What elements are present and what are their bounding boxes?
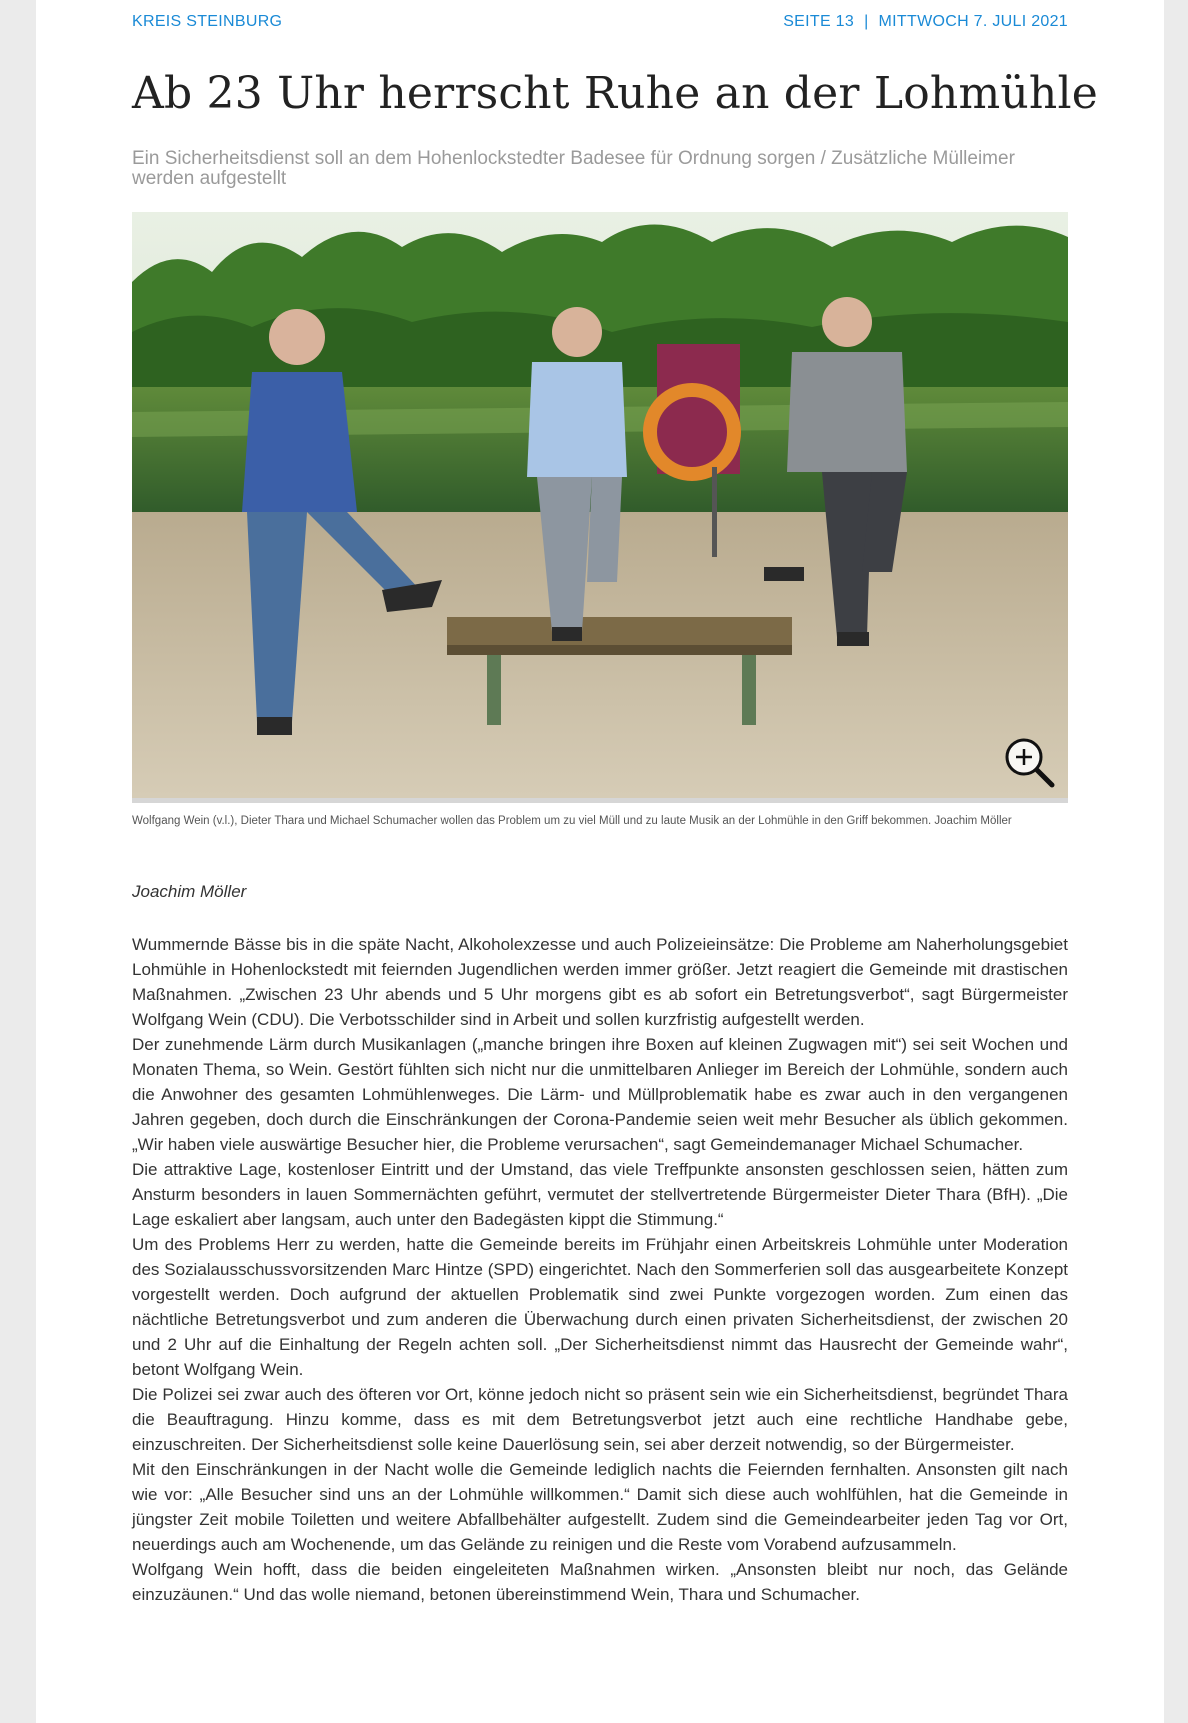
section-label: KREIS STEINBURG	[132, 13, 283, 30]
paragraph: Der zunehmende Lärm durch Musikanlagen („manche bringen ihre Boxen auf kleinen Zugwagen mit“) sei seit Wochen und Monaten Thema, so Wein. Gestört fühlten sich nicht nur die unmittelbaren Anlieger im Bereich der Lohmühle, sondern auch die Anwohner des gesamten Lohmühlenweges. Die Lärm- und Müllproblematik habe es zwar auch in den vergangenen Jahren gegeben, doch durch die Einschränkungen der Corona-Pandemie seien weit mehr Besucher als üblich gekommen. „Wir haben viele auswärtige Besucher hier, die Probleme verursachen“, sagt Gemeindemanager Michael Schumacher.	[132, 1035, 1068, 1154]
paragraph: Die Polizei sei zwar auch des öfteren vor Ort, könne jedoch nicht so präsent sein wie ein Sicherheitsdienst, begründet Thara die Beauftragung. Hinzu komme, dass es mit dem Betretungsverbot jetzt auch eine rechtliche Handhabe gebe, einzuschreiten. Der Sicherheitsdienst solle keine Dauerlösung sein, sei aber derzeit notwendig, so der Bürgermeister.	[132, 1385, 1068, 1454]
paragraph: Wummernde Bässe bis in die späte Nacht, Alkoholexzesse und auch Polizeieinsätze: Die Probleme am Naherholungsgebiet Lohmühle in Hohenlockstedt mit feiernden Jugendlichen werden immer größer. Jetzt reagiert die Gemeinde mit drastischen Maßnahmen. „Zwischen 23 Uhr abends und 5 Uhr morgens gibt es ab sofort ein Betretungsverbot“, sagt Bürgermeister Wolfgang Wein (CDU). Die Verbotsschilder sind in Arbeit und sollen kurzfristig aufgestellt werden.	[132, 935, 1068, 1029]
page-number: SEITE 13	[783, 13, 855, 30]
photo-illustration	[132, 212, 1068, 798]
subheadline: Ein Sicherheitsdienst soll an dem Hohenlockstedter Badesee für Ordnung sorgen / Zusätzliche Mülleimer werden aufgestellt	[132, 148, 1015, 189]
page-info	[783, 13, 1068, 31]
article-page	[36, 0, 1164, 1723]
header-divider: |	[864, 13, 869, 30]
paragraph: Wolfgang Wein hofft, dass die beiden eingeleiteten Maßnahmen wirken. „Ansonsten bleibt nur noch, das Gelände einzuzäunen.“ Und das wolle niemand, betonen übereinstimmend Wein, Thara und Schumacher.	[132, 1560, 1068, 1604]
zoom-in-icon[interactable]	[1002, 735, 1056, 789]
author-byline: Joachim Möller	[132, 882, 247, 901]
page-header	[132, 13, 1068, 31]
paragraph: Die attraktive Lage, kostenloser Eintritt und der Umstand, das viele Treffpunkte ansonsten geschlossen seien, hätten zum Ansturm besonders in lauen Sommernächten geführt, vermutet der stellvertretende Bürgermeister Dieter Thara (BfH). „Die Lage eskaliert aber langsam, auch unter den Badegästen kippt die Stimmung.“	[132, 1160, 1068, 1229]
paragraph: Mit den Einschränkungen in der Nacht wolle die Gemeinde lediglich nachts die Feiernden fernhalten. Ansonsten gilt nach wie vor: „Alle Besucher sind uns an der Lohmühle willkommen.“ Damit sich diese auch wohlfühlen, hat die Gemeinde in jüngster Zeit mobile Toiletten und weitere Abfallbehälter aufgestellt. Zudem sind die Gemeindearbeiter jeden Tag vor Ort, neuerdings auch am Wochenende, um das Gelände zu reinigen und die Reste vom Vorabend aufzusammeln.	[132, 1460, 1068, 1554]
photo-caption: Wolfgang Wein (v.l.), Dieter Thara und Michael Schumacher wollen das Problem um zu viel Müll und zu laute Musik an der Lohmühle in den Griff bekommen. Joachim Möller	[132, 815, 1012, 827]
paragraph: Um des Problems Herr zu werden, hatte die Gemeinde bereits im Frühjahr einen Arbeitskreis Lohmühle unter Moderation des Sozialausschussvorsitzenden Marc Hintze (SPD) eingerichtet. Nach den Sommerferien soll das ausgearbeitete Konzept vorgestellt werden. Doch aufgrund der aktuellen Problematik sind zwei Punkte vorgezogen worden. Zum einen das nächtliche Betretungsverbot und zum anderen die Überwachung durch einen privaten Sicherheitsdienst, der zwischen 20 und 2 Uhr auf die Einhaltung der Regeln achten soll. „Der Sicherheitsdienst nimmt das Hausrecht der Gemeinde wahr“, betont Wolfgang Wein.	[132, 1235, 1068, 1379]
article-photo[interactable]	[132, 212, 1068, 803]
publication-date: MITTWOCH 7. JULI 2021	[878, 13, 1068, 30]
headline: Ab 23 Uhr herrscht Ruhe an der Lohmühle	[132, 68, 1098, 119]
article-body	[132, 932, 1068, 1607]
